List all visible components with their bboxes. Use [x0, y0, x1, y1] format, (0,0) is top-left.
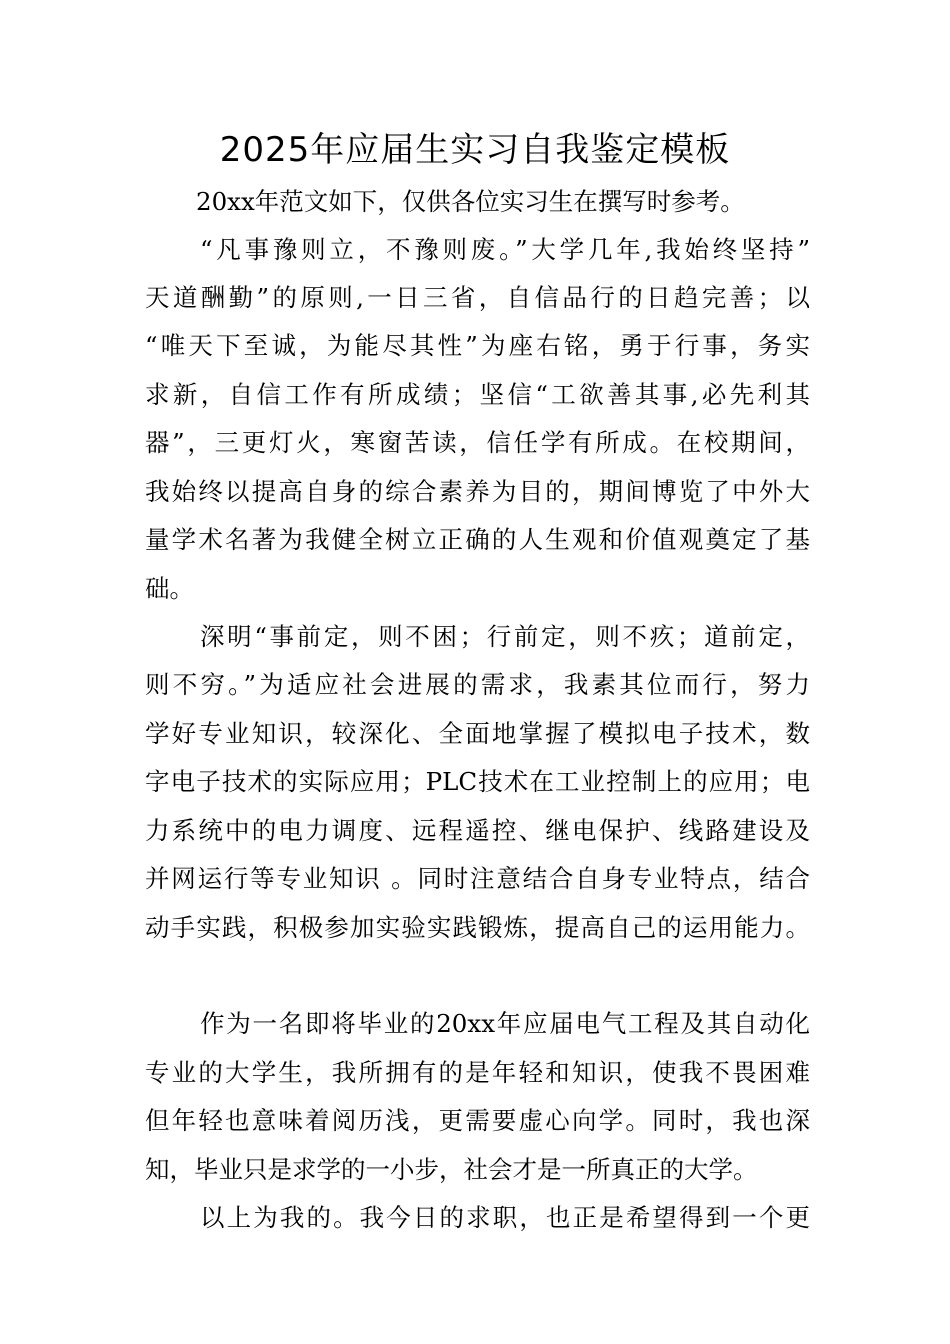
paragraph-line: 我始终以提高自身的综合素养为目的，期间博览了中外大: [145, 477, 810, 506]
paragraph-line: 并网运行等专业知识 。同时注意结合自身专业特点，结合: [145, 864, 810, 893]
paragraph-line: 知，毕业只是求学的一小步，社会才是一所真正的大学。: [145, 1155, 758, 1184]
paragraph-line: 但年轻也意味着阅历浅，更需要虚心向学。同时，我也深: [145, 1106, 810, 1135]
paragraph-line: 求新，自信工作有所成绩；坚信“工欲善其事,必先利其: [145, 380, 810, 409]
paragraph-line: 作为一名即将毕业的20xx年应届电气工程及其自动化: [200, 1009, 810, 1038]
paragraph-line: 器”，三更灯火，寒窗苦读，信任学有所成。在校期间，: [145, 428, 810, 457]
paragraph-line: 础。: [145, 574, 194, 603]
paragraph-line: 学好专业知识，较深化、全面地掌握了模拟电子技术，数: [145, 719, 810, 748]
paragraph-line: 量学术名著为我健全树立正确的人生观和价值观奠定了基: [145, 525, 810, 554]
paragraph-line: 则不穷。”为适应社会进展的需求，我素其位而行，努力: [145, 670, 810, 699]
paragraph-line: 字电子技术的实际应用；PLC技术在工业控制上的应用；电: [145, 767, 810, 796]
paragraph-line: “唯天下至诚，为能尽其性”为座右铭，勇于行事，务实: [145, 331, 810, 360]
paragraph-line: 以上为我的。我今日的求职，也正是希望得到一个更: [200, 1203, 810, 1232]
paragraph-line: 动手实践，积极参加实验实践锻炼，提高自己的运用能力。: [145, 913, 810, 942]
paragraph-line: 天道酬勤”的原则,一日三省，自信品行的日趋完善；以: [145, 283, 810, 312]
intro-line: 20xx年范文如下，仅供各位实习生在撰写时参考。: [196, 187, 745, 216]
paragraph-line: “凡事豫则立，不豫则废。”大学几年,我始终坚持”: [200, 235, 810, 264]
paragraph-line: 深明“事前定，则不困；行前定，则不疚；道前定，: [200, 622, 810, 651]
paragraph-line: 专业的大学生，我所拥有的是年轻和知识，使我不畏困难: [145, 1058, 810, 1087]
paragraph-line: 力系统中的电力调度、远程遥控、继电保护、线路建设及: [145, 816, 810, 845]
document-title: 2025年应届生实习自我鉴定模板: [219, 130, 731, 170]
